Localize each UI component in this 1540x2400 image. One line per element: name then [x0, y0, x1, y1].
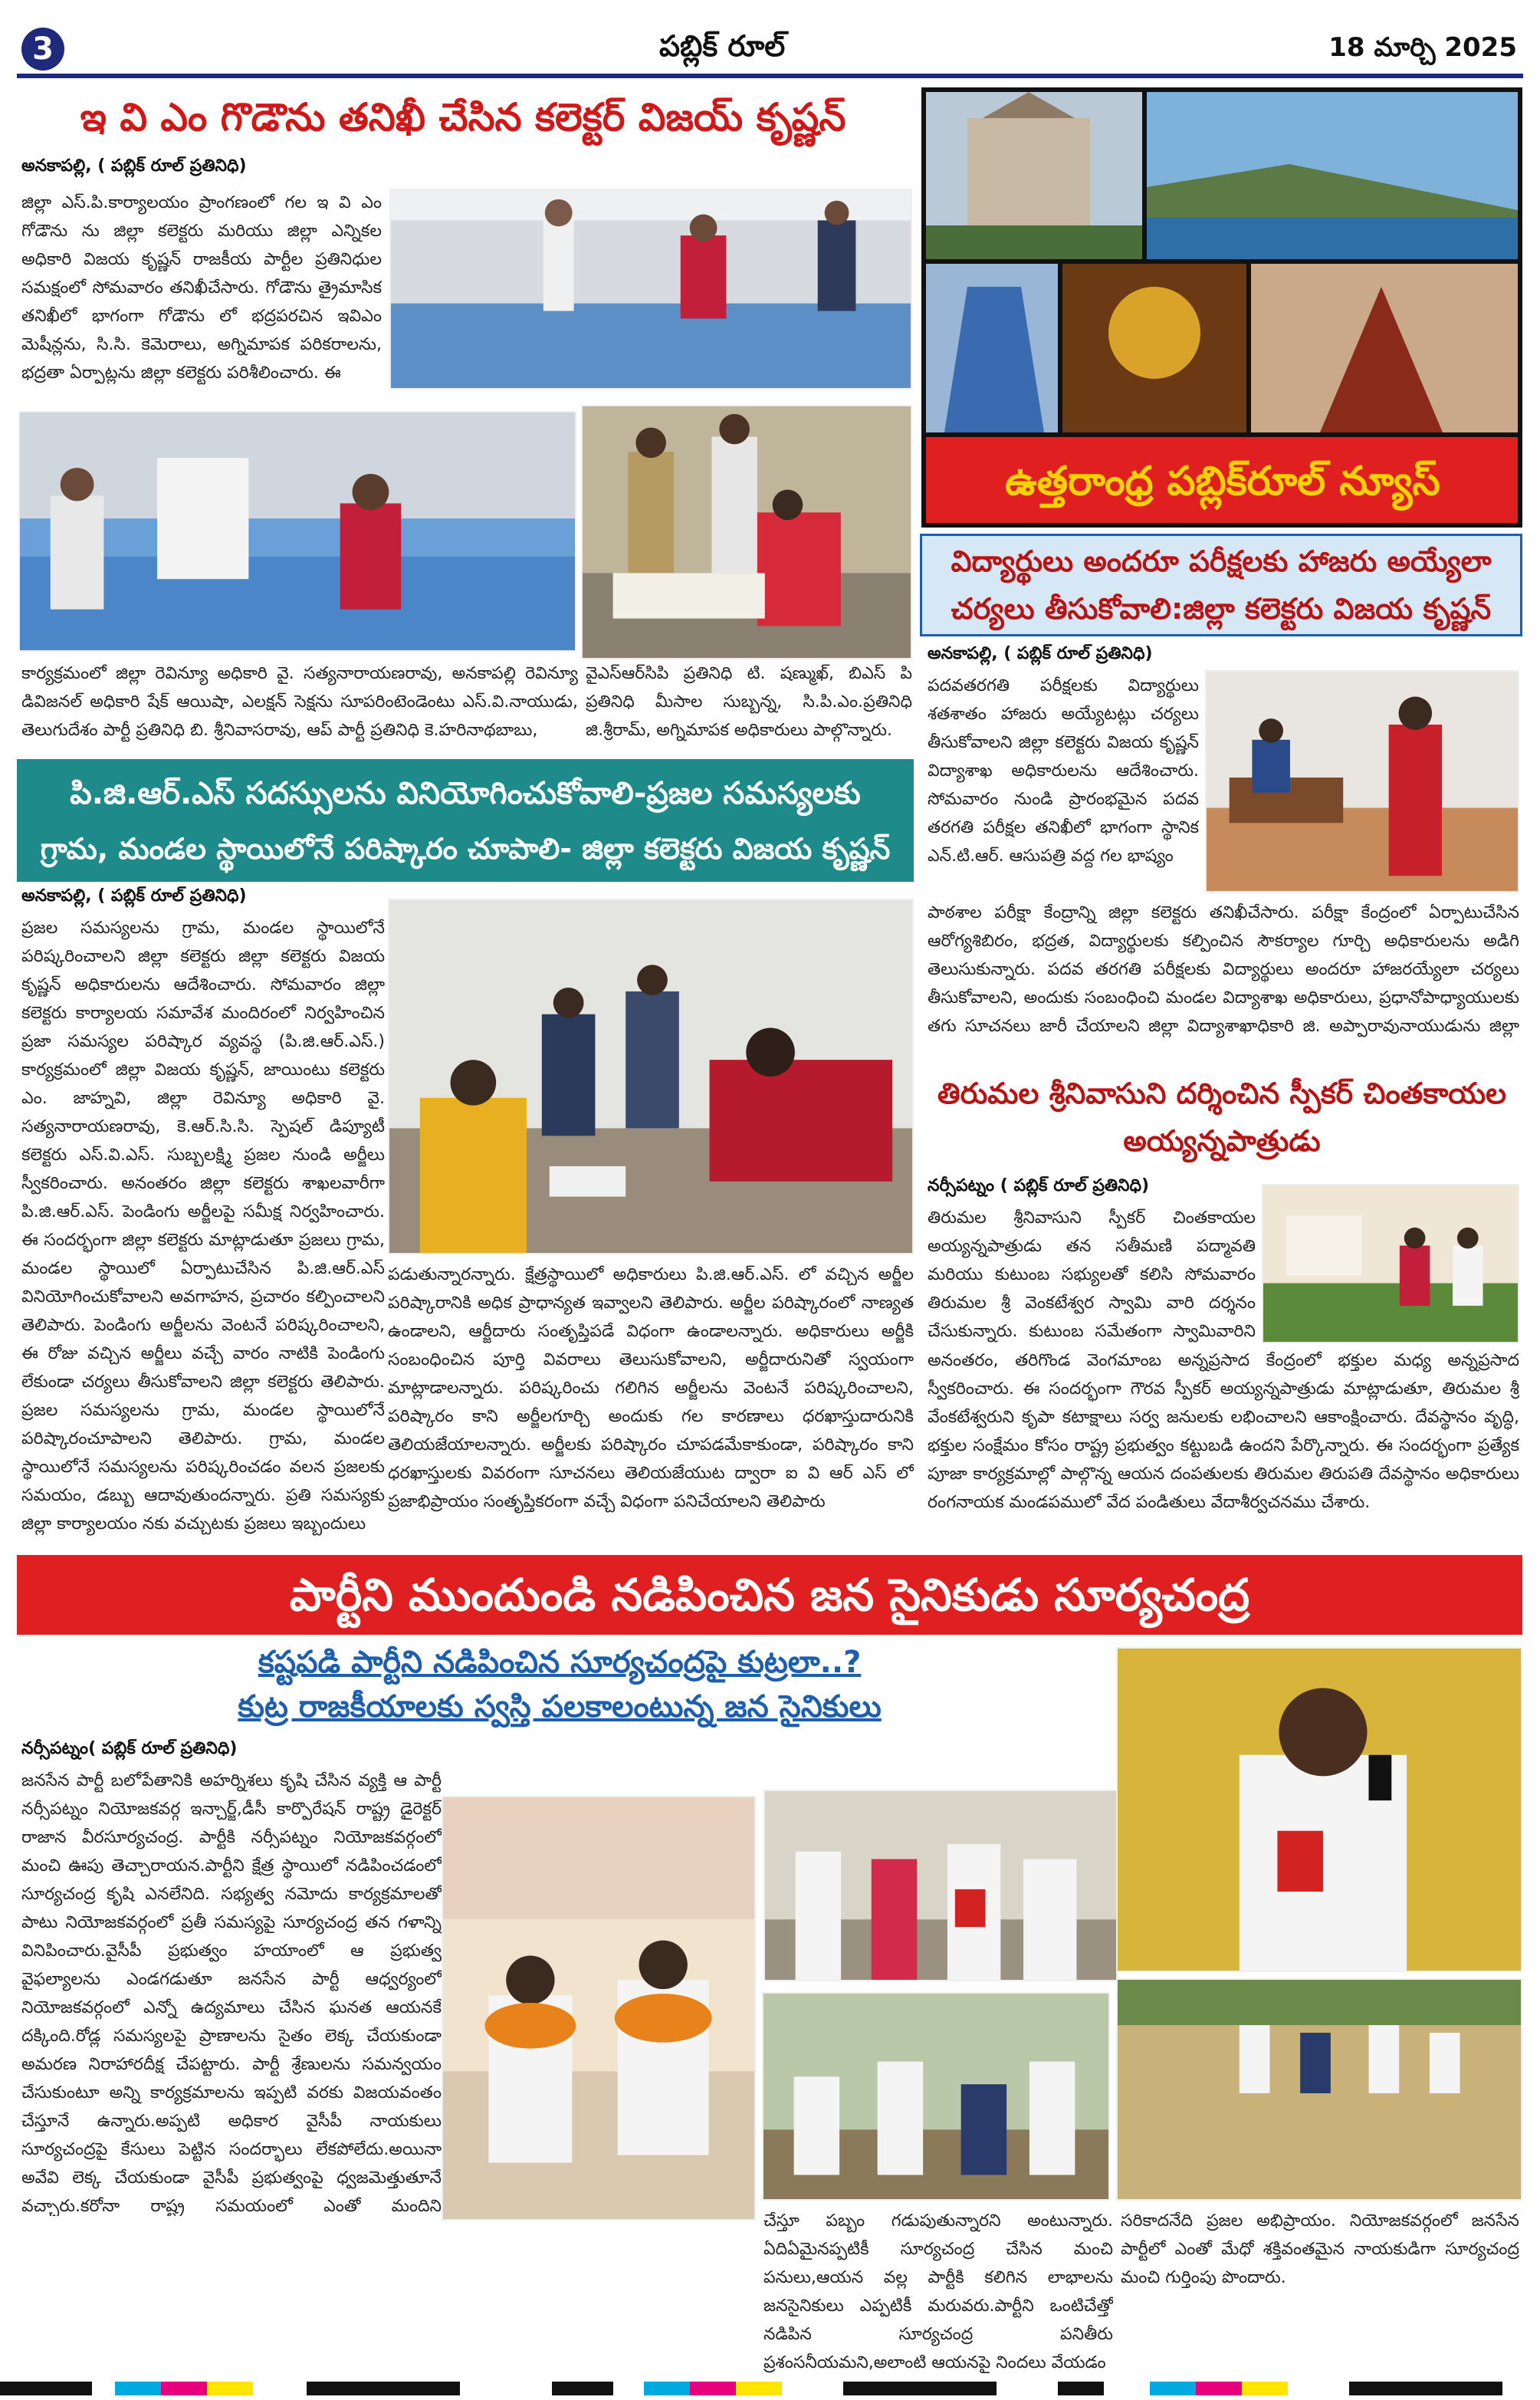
story5-para1-col1: జనసేన పార్టీ బలోపేతానికి అహర్నిశలు కృషి చేసిన వ్యక్తి ఆ పార్టీ నర్సీపట్నం నియోజకవర్గ ఇన్చార్జ్,డీసీ కార్పొరేషన్ రాష్ట్ర డైరెక్టర్ రాజాన వీరసూర్యచంద్ర. పార్టీకి నర్సీపట్నం నియోజకవర్గంలో మంచి ఊపు తెచ్చారాయన.పార్టీని క్షేత్ర స్థాయిలో నడిపించడంలో సూర్యచంద్ర కృషి ఎనలేనిది. సభ్యత్వ నమోదు కార్యక్రమాలతో పాటు నియోజకవర్గంలో ప్రతీ సమస్యపై సూర్యచంద్ర తన గళాన్ని వినిపించారు.వైసీపీ ప్రభుత్వం హయాంలో ఆ ప్రభుత్వ వైఫల్యాలను ఎండగడుతూ జనసేన పార్టీ ఆధ్వర్యంలో నియోజకవర్గంలో ఎన్నో ఉద్యమాలు చేసిన ఘనత ఆయనకే దక్కింది.రోడ్ల సమస్యలపై ప్రాణాలను సైతం లెక్క చేయకుండా అమరణ నిరాహారదీక్ష చేపట్టారు. పార్టీ శ్రేణులను సమన్వయం చేసుకుంటూ అన్ని కార్యక్రమాలను ఇప్పటి వరకు విజయవంతం చేస్తూనే ఉన్నారు.అప్పటి అధికార వైసీపీ నాయకులు సూర్యచంద్రపై కేసులు పెట్టిన సందర్భాలు లేకపోలేదు.అయినా అవేవి లెక్క చేయకుండా వైసీపీ ప్రభుత్వంపై ధ్వజమెత్తుతూనే వచ్చారు.కరోనా రాష్ట్ర సమయంలో ఎంతో మందిని	[21, 1771, 442, 2216]
paper-name: పబ్లిక్ రూల్	[659, 29, 786, 63]
pgrs-meeting-photo	[388, 899, 914, 1254]
story2-headline-line1: విద్యార్థులు అందరూ పరీక్షలకు హాజరు అయ్యేలా	[951, 544, 1492, 578]
bottom-color-strip	[0, 2382, 1540, 2395]
story5-dateline: నర్సీపట్నం( పబ్లిక్ రూల్ ప్రతినిధి)	[21, 1739, 238, 1758]
story1-headline: ఇ వి ఎం గొడౌను తనిఖీ చేసిన కలెక్టర్ విజయ్ కృష్ణన్	[80, 95, 846, 140]
story4-para1: తిరుమల శ్రీనివాసుని స్పీకర్ చింతకాయల అయ్యన్నపాత్రుడు తన సతీమణి పద్మావతి మరియు కుటుంబ సభ్యులతో కలిసి సోమవారం తిరుమల శ్రీ వెంకటేశ్వర స్వామి వారి దర్శనం చేసుకున్నారు. కుటుంబ సమేతంగా స్వామివారిని	[928, 1208, 1256, 1341]
story2-dateline: అనకాపల్లి, ( పబ్లిక్ రూల్ ప్రతినిధి)	[928, 644, 1153, 663]
story1-para2: కార్యక్రమంలో జిల్లా రెవిన్యూ అధికారి వై. సత్యనారాయణరావు, అనకాపల్లి రెవిన్యూ డివిజనల్ అధికారి షేక్ ఆయిషా, ఎలక్షన్ సెక్షను సూపరింటెండెంటు ఎస్.వి.నాయుడు, తెలుగుదేశం పార్టీ ప్రతినిధి బి. శ్రీనివాసరావు, ఆప్ పార్టీ ప్రతినిధి కె.హరినాథబాబు,	[21, 664, 578, 740]
story4-para2: అనంతరం, తరిగొండ వెంగమాంబ అన్నప్రసాద కేంద్రంలో భక్తుల మధ్య అన్నప్రసాద స్వీకరించారు. ఈ సందర్భంగా గౌరవ స్పీకర్ అయ్యన్నపాత్రుడు మాట్లాడుతూ, తిరుమల శ్రీ వేంకటేశ్వరుని కృపా కటాక్షాలు సర్వ జనులకు లభించాలని ఆకాంక్షించారు. దేవస్థానం వృద్ధి, భక్తుల సంక్షేమం కోసం రాష్ట్ర ప్రభుత్వం కట్టుబడి ఉందని పేర్కొన్నారు. ఈ సందర్భంగా ప్రత్యేక పూజా కార్యక్రమాల్లో పాల్గొన్న ఆయన దంపతులకు తిరుమల తిరుపతి దేవస్థానం అధికారులు రంగనాయక మండపములో వేద పండితులు వేదాశీర్వచనము చేశారు.	[928, 1351, 1519, 1512]
story3-para1: ప్రజల సమస్యలను గ్రామ, మండల స్థాయిలోనే పరిష్కరించాలని జిల్లా కలెక్టరు జిల్లా కలెక్టరు విజయ కృష్ణన్ అధికారులను ఆదేశించారు. సోమవారం జిల్లా కలెక్టరు కార్యాలయ సమావేశ మందిరంలో నిర్వహించిన ప్రజా సమస్యల పరిష్కార వ్యవస్థ (పి.జి.ఆర్.ఎస్.) కార్యక్రమంలో జిల్లా విజయ కృష్ణన్, జాయింటు కలెక్టరు ఎం. జాహ్నవి, జిల్లా రెవిన్యూ అధికారి వై. సత్యనారాయణరావు, కె.ఆర్.సి.సి. స్పెషల్ డిప్యూటీ కలెక్టరు ఎస్.వి.ఎస్. సుబ్బలక్ష్మి ప్రజల నుండి అర్జీలు స్వీకరించారు. అనంతరం జిల్లా కలెక్టరు శాఖలవారీగా పి.జి.ఆర్.ఎస్. పెండింగు అర్జీలపై సమీక్ష నిర్వహించారు. ఈ సందర్భంగా జిల్లా కలెక్టరు మాట్లాడుతూ ప్రజలు గ్రామ, మండల స్థాయిలో ఏర్పాటుచేసిన పి.జి.ఆర్.ఎస్ వినియోగించుకోవాలని అవగాహన, ప్రచారం కల్పించాలని తెలిపారు. పెండింగు అర్జీలను వెంటనే పరిష్కరించాలని, ఈ రోజు వచ్చిన అర్జీలు వచ్చే వారం నాటికి పెండింగు లేకుండా చర్యలు తీసుకోవాలని జిల్లా కలెక్టరు తెలిపారు. ప్రజల సమస్యలను గ్రామ, మండల స్థాయిలోనే పరిష్కారంచూపాలని తెలిపారు. గ్రామ, మండల స్థాయిలోనే సమస్యలను పరిష్కరించడం వలన ప్రజలకు సమయం, డబ్బు ఆదావుతుందన్నారు. ప్రతి సమస్యకు జిల్లా కార్యాలయం నకు వచ్చుటకు ప్రజలు ఇబ్బందులు	[21, 919, 385, 1534]
story5-sub-line1: కష్టపడి పార్టీని నడిపించిన సూర్యచంద్రపై కుట్రలా..?	[258, 1645, 862, 1680]
story2-para1: పదవతరగతి పరీక్షలకు విద్యార్థులు శతశాతం హాజరు అయ్యేటట్లు చర్యలు తీసుకోవాలని జిల్లా కలెక్టరు విజయ కృష్ణన్ విద్యాశాఖ అధికారులను ఆదేశించారు. సోమవారం నుండి ప్రారంభమైన పదవ తరగతి పరీక్షల తనిఖీలో భాగంగా స్థానిక ఎన్.టి.ఆర్. ఆసుపత్రి వద్ద గల భాష్యం	[928, 676, 1199, 866]
story2-para2: పాఠశాల పరీక్షా కేంద్రాన్ని జిల్లా కలెక్టరు తనిఖీచేసారు. పరీక్షా కేంద్రంలో ఏర్పాటుచేసిన ఆరోగ్యశిబిరం, భద్రత, విద్యార్థులకు కల్పించిన సౌకర్యాల గూర్చి అధికారులను అడిగి తెలుసుకున్నారు. పదవ తరగతి పరీక్షలకు విద్యార్థులు అందరూ హాజరయ్యేలా చర్యలు తీసుకోవాలని, అందుకు సంబంధించి మండల విద్యాశాఖ అధికారులు, ప్రధానోపాధ్యాయులకు తగు సూచనలు జారీ చేయాలని జిల్లా విద్యాశాఖాధికారి జి. అప్పారావునాయుడును జిల్లా	[928, 903, 1519, 1036]
story3-dateline: అనకాపల్లి, ( పబ్లిక్ రూల్ ప్రతినిధి)	[21, 886, 247, 906]
story3-headline-line1: పి.జి.ఆర్.ఎస్ సదస్సులను వినియోగించుకోవాలి-ప్రజల సమస్యలకు	[70, 776, 861, 811]
story4-dateline: నర్సీపట్నం ( పబ్లిక్ రూల్ ప్రతినిధి)	[928, 1176, 1150, 1195]
story4-headline-line1: తిరుమల శ్రీనివాసుని దర్శించిన స్పీకర్ చింతకాయల	[937, 1077, 1507, 1110]
story5-para3: సరికాదనేది ప్రజల అభిప్రాయం. నియోజకవర్గంలో జనసేన పార్టీలో ఎంతో మేధో శక్తివంతమైన నాయకుడిగా సూర్యచంద్ర మంచి గుర్తింపు పొందారు.	[1121, 2211, 1519, 2287]
story1-para1: జిల్లా ఎస్.పి.కార్యాలయం ప్రాంగణంలో గల ఇ వి ఎం గోడౌను ను జిల్లా కలెక్టరు మరియు జిల్లా ఎన్నికల అధికారి విజయ కృష్ణన్ రాజకీయ పార్టీల ప్రతినిధుల సమక్షంలో సోమవారం తనిఖీచేసారు. గోడౌను త్రైమాసిక తనిఖీలో భాగంగా గోడౌను లో భద్రపరచిన ఇవిఎం మెషీన్లను, సి.సి. కెమెరాలు, అగ్నిమాపక పరికరాలను, భద్రతా ఏర్పాట్లను జిల్లా కలెక్టరు పరిశీలించారు. ఈ	[21, 193, 382, 383]
tirumala-dining-photo	[1262, 1184, 1519, 1343]
story5-para2: చేస్తూ పబ్బం గడుపుతున్నారని అంటున్నారు. ఏదిఏమైనప్పటికీ సూర్యచంద్ర చేసిన మంచి పనులు,ఆయన వల్ల పార్టీకి కలిగిన లాభాలను జనసైనికులు ఎప్పటికీ మరువరు.పార్టీని ఒంటిచేత్తో నడిపిన సూర్యచంద్ర పనితీరు ప్రశంసనీయమని,అలాంటి ఆయనపై నిందలు వేయడం	[763, 2211, 1113, 2372]
speech-microphone-photo	[1116, 1647, 1522, 1972]
evm-inspection-photo-3	[581, 405, 912, 659]
story5-banner: పార్టీని ముందుండి నడిపించిన జన సైనికుడు సూర్యచంద్ర	[289, 1569, 1250, 1621]
story4-headline-line2: అయ్యన్నపాత్రుడు	[1123, 1124, 1321, 1158]
story2-headline-line2: చర్యలు తీసుకోవాలి:జిల్లా కలెక్టరు విజయ కృష్ణన్	[951, 592, 1492, 626]
story5-sub-line2: కుట్ర రాజకీయాలకు స్వస్తి పలకాలంటున్న జన సైనికులు	[238, 1689, 882, 1724]
paddy-field-photo	[1116, 1978, 1522, 2201]
evm-inspection-photo-2	[18, 411, 576, 652]
felicitation-photo	[442, 1796, 756, 2221]
jana-sena-group-photo-1	[763, 1790, 1118, 1981]
story3-headline-line2: గ్రామ, మండల స్థాయిలోనే పరిష్కారం చూపాలి- జిల్లా కలెక్టరు విజయ కృష్ణన్	[40, 832, 891, 866]
jana-sena-group-photo-2	[762, 1992, 1110, 2201]
exam-centre-photo	[1205, 670, 1519, 893]
paper-date: 18 మార్చి 2025	[1328, 32, 1517, 63]
story1-dateline: అనకాపల్లి, ( పబ్లిక్ రూల్ ప్రతినిధి)	[21, 156, 247, 176]
story3-para2: పడుతున్నారన్నారు. క్షేత్రస్థాయిలో అధికారులు పి.జి.ఆర్.ఎస్. లో వచ్చిన అర్జీల పరిష్కారానికి అధిక ప్రాధాన్యత ఇవ్వాలని తెలిపారు. అర్జీల పరిష్కారంలో నాణ్యత ఉండాలని, ఆర్జీదారు సంతృప్తిపడే విధంగా ఉండాలన్నారు. అధికారులు అర్జీకి సంబంధించిన పూర్తి వివరాలు తెలుసుకోవాలని, అర్జీదారునితో స్వయంగా మాట్లాడాలన్నారు. పరిష్కరించు గలిగిన అర్జీలను వెంటనే పరిష్కరించాలని, పరిష్కారం కాని అర్జీలగూర్చి అందుకు గల కారణాలు ధరఖాస్తుదారునికి తెలియజేయాలన్నారు. అర్జీలకు పరిష్కారం చూపడమేకాకుండా, పరిష్కారం కాని ధరఖాస్తులకు వివరంగా సూచనలు తెలియజేయుట ద్వారా ఐ వి ఆర్ ఎస్ లో ప్రజాభిప్రాయం సంతృప్తికరంగా వచ్చే విధంగా పనిచేయాలని తెలిపారు	[388, 1265, 914, 1511]
story1-para3: వైఎస్ఆర్‌సిపి ప్రతినిధి టి. షణ్ముఖ్, బిఎస్ పి ప్రతినిధి మీసాల సుబ్బన్న, సి.పి.ఎం.ప్రతినిధి జి.శ్రీరామ్, అగ్నిమాపక అధికారులు పాల్గొన్నారు.	[586, 664, 912, 740]
page-number: 3	[21, 28, 64, 71]
evm-inspection-photo-1	[389, 189, 912, 390]
promo-title: ఉత్తరాంధ్ర పబ్లిక్‌రూల్ న్యూస్	[1005, 459, 1440, 505]
